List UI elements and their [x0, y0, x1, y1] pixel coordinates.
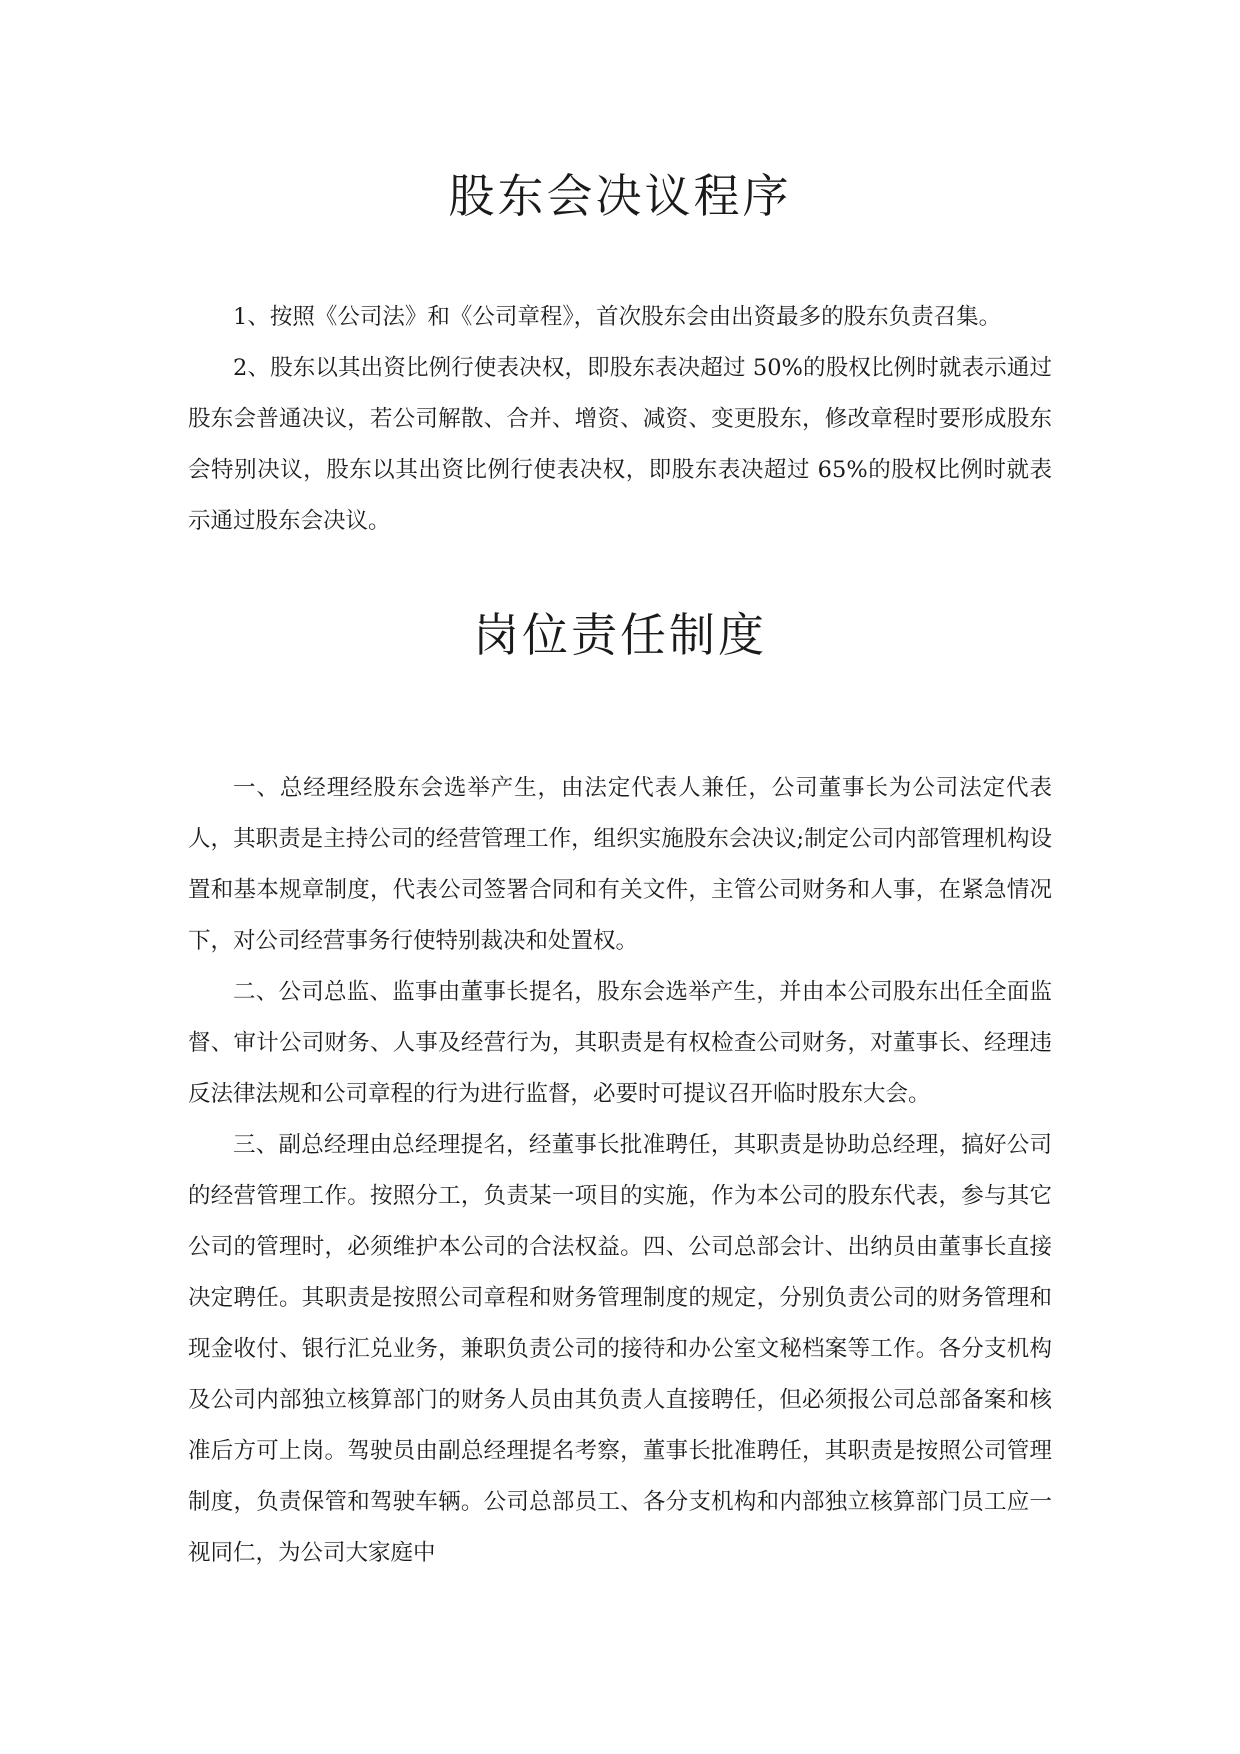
paragraph: 二、公司总监、监事由董事长提名，股东会选举产生，并由本公司股东出任全面监督、审计公司财务、人事及经营行为，其职责是有权检查公司财务，对董事长、经理违反法律法规和公司章程的行为进行监督，必要时可提议召开临时股东大会。: [188, 979, 1052, 1107]
paragraph: 一、总经理经股东会选举产生，由法定代表人兼任，公司董事长为公司法定代表人，其职责是主持公司的经营管理工作，组织实施股东会决议;制定公司内部管理机构设置和基本规章制度，代表公司签署合同和有关文件，主管公司财务和人事，在紧急情况下，对公司经营事务行使特别裁决和处置权。: [188, 775, 1052, 954]
paragraph: 三、副总经理由总经理提名，经董事长批准聘任，其职责是协助总经理，搞好公司的经营管理工作。按照分工，负责某一项目的实施，作为本公司的股东代表，参与其它公司的管理时，必须维护本公司的合法权益。四、公司总部会计、出纳员由董事长直接决定聘任。其职责是按照公司章程和财务管理制度的规定，分别负责公司的财务管理和现金收付、银行汇兑业务，兼职负责公司的接待和办公室文秘档案等工作。各分支机构及公司内部独立核算部门的财务人员由其负责人直接聘任，但必须报公司总部备案和核准后方可上岗。驾驶员由副总经理提名考察，董事长批准聘任，其职责是按照公司管理制度，负责保管和驾驶车辆。公司总部员工、各分支机构和内部独立核算部门员工应一视同仁，为公司大家庭中: [188, 1132, 1052, 1566]
shareholder-resolution-section: [188, 292, 1052, 547]
paragraph: 2、股东以其出资比例行使表决权，即股东表决超过 50%的股权比例时就表示通过股东会普通决议，若公司解散、合并、增资、减资、变更股东，修改章程时要形成股东会特别决议，股东以其出资比例行使表决权，即股东表决超过 65%的股权比例时就表示通过股东会决议。: [188, 355, 1052, 534]
job-responsibility-section: [188, 763, 1052, 1579]
section-title-job-responsibility: 岗位责任制度: [473, 608, 767, 662]
paragraph: 1、按照《公司法》和《公司章程》，首次股东会由出资最多的股东负责召集。: [233, 304, 1002, 330]
section-title-shareholder-resolution: 股东会决议程序: [448, 169, 792, 223]
